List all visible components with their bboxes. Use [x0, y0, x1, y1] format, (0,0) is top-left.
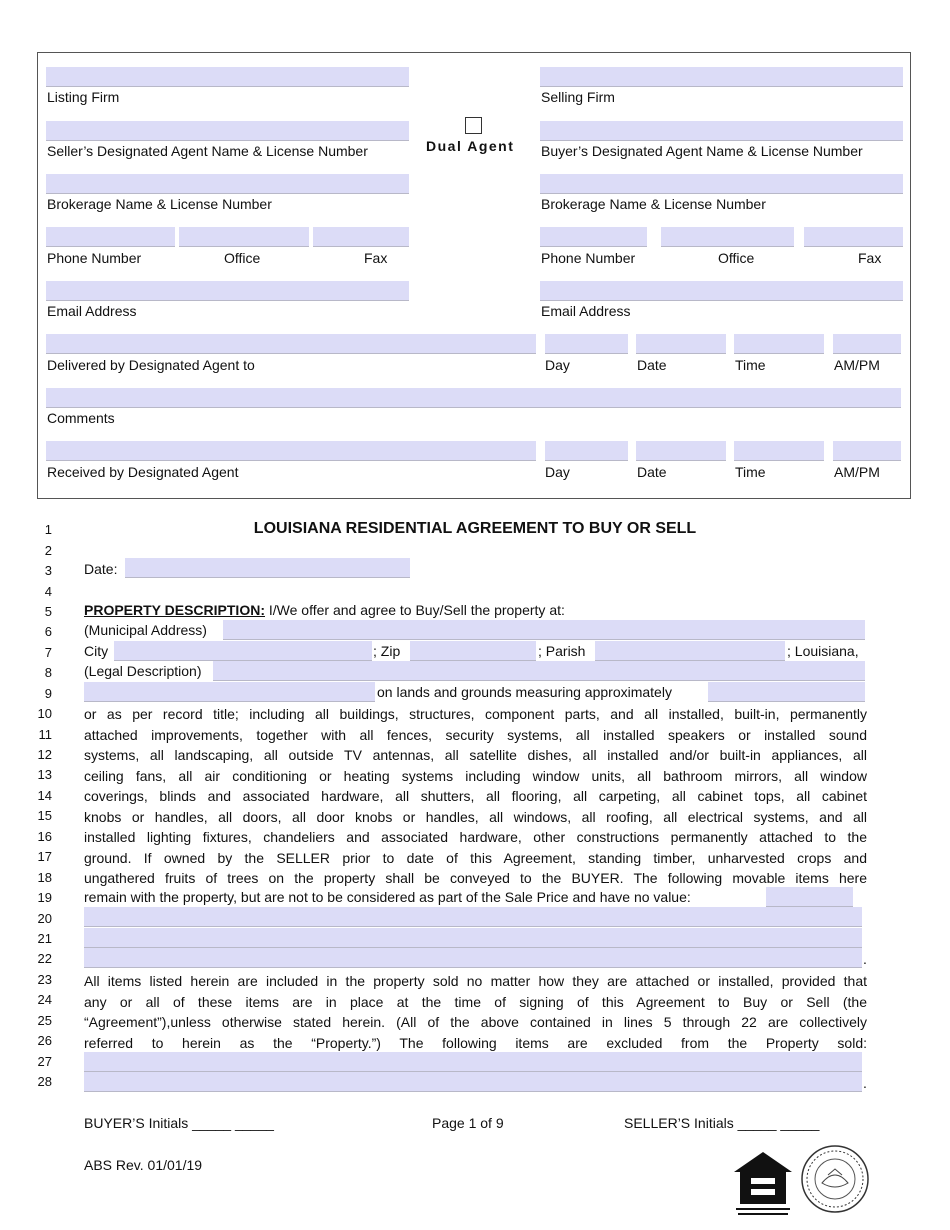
received-day-field[interactable] — [545, 441, 628, 461]
equal-housing-icon — [732, 1150, 794, 1220]
line-number: 17 — [37, 849, 52, 864]
legal-description-field[interactable] — [213, 661, 865, 681]
line-number: 14 — [37, 788, 52, 803]
brokerage-right-label: Brokerage Name & License Number — [541, 196, 766, 212]
line-number: 18 — [37, 870, 52, 885]
received-date-field[interactable] — [636, 441, 726, 461]
movable-items-field-4[interactable] — [84, 948, 862, 968]
movable-items-field-2[interactable] — [84, 907, 862, 927]
lands-measure-field[interactable] — [708, 682, 865, 702]
line-number: 27 — [37, 1054, 52, 1069]
body-line: any or all of these items are in place at the time of signing of this Agreement to Buy or Sell (the — [84, 993, 867, 1010]
body-line: ceiling fans, all air conditioning or heating systems including window units, all bathroom mirrors, all window — [84, 767, 867, 784]
line-number: 16 — [37, 829, 52, 844]
sellers-agent-label: Seller’s Designated Agent Name & License Number — [47, 143, 368, 159]
municipal-label: (Municipal Address) — [84, 622, 207, 638]
line-number: 25 — [37, 1013, 52, 1028]
received-time-field[interactable] — [734, 441, 824, 461]
email-left-label: Email Address — [47, 303, 137, 319]
listing-firm-field[interactable] — [46, 67, 409, 87]
line-number: 6 — [44, 624, 52, 639]
received-ampm-label: AM/PM — [834, 464, 880, 480]
inclusion-body-text — [84, 971, 867, 1053]
zip-field[interactable] — [410, 641, 536, 661]
selling-firm-field[interactable] — [540, 67, 903, 87]
movable-items-field-1[interactable] — [766, 887, 853, 907]
line-number: 10 — [37, 706, 52, 721]
delivered-date-label: Date — [637, 357, 667, 373]
delivered-date-field[interactable] — [636, 334, 726, 354]
line-number: 26 — [37, 1033, 52, 1048]
received-label: Received by Designated Agent — [47, 464, 239, 480]
received-by-field[interactable] — [46, 441, 536, 461]
comments-label: Comments — [47, 410, 115, 426]
property-body-text — [84, 704, 867, 889]
document-title: LOUISIANA RESIDENTIAL AGREEMENT TO BUY OR SELL — [253, 520, 697, 537]
line-number: 11 — [38, 727, 52, 742]
line-number: 23 — [37, 972, 52, 987]
body-line: or as per record title; including all buildings, structures, component parts, and all installed, built-in, permanently — [84, 706, 867, 722]
buyers-initials: BUYER’S Initials _____ _____ — [84, 1115, 274, 1131]
line-number: 7 — [44, 645, 52, 660]
period-22: . — [863, 951, 867, 967]
period-28: . — [863, 1075, 867, 1091]
city-label: City — [84, 643, 109, 659]
office-left-label: Office — [224, 250, 261, 266]
phone-right-field[interactable] — [540, 227, 647, 247]
sellers-agent-field[interactable] — [46, 121, 409, 141]
delivered-label: Delivered by Designated Agent to — [47, 357, 255, 373]
delivered-day-field[interactable] — [545, 334, 628, 354]
parish-label: ; Parish — [538, 643, 586, 659]
line-number: 3 — [44, 563, 52, 578]
fax-right-field[interactable] — [804, 227, 903, 247]
listing-firm-label: Listing Firm — [47, 89, 120, 105]
phone-right-label: Phone Number — [541, 250, 636, 266]
date-label: Date: — [84, 561, 118, 577]
line-number: 9 — [44, 686, 52, 701]
office-left-field[interactable] — [179, 227, 309, 247]
brokerage-left-field[interactable] — [46, 174, 409, 194]
equal-housing-logo — [732, 1150, 794, 1220]
line-number: 22 — [37, 951, 52, 966]
body-line: All items listed herein are included in the property sold no matter how they are attached or installed, provided that — [84, 973, 867, 989]
fax-left-label: Fax — [364, 250, 388, 266]
received-day-label: Day — [545, 464, 570, 480]
delivered-ampm-label: AM/PM — [834, 357, 880, 373]
revision-label: ABS Rev. 01/01/19 — [84, 1157, 203, 1173]
excluded-items-field-2[interactable] — [84, 1072, 862, 1092]
parish-field[interactable] — [595, 641, 785, 661]
movable-items-field-3[interactable] — [84, 928, 862, 948]
property-intro: I/We offer and agree to Buy/Sell the property at: — [265, 602, 565, 618]
dual-agent-label: Dual Agent — [426, 138, 515, 154]
body-line: referred to herein as the “Property.”) The following items are excluded from the Property sold: — [84, 1034, 867, 1051]
office-right-label: Office — [718, 250, 755, 266]
excluded-items-field-1[interactable] — [84, 1052, 862, 1072]
zip-label: ; Zip — [373, 643, 401, 659]
property-heading: PROPERTY DESCRIPTION: — [84, 602, 265, 618]
line-number: 19 — [37, 890, 52, 905]
body-line: “Agreement”),unless otherwise stated herein. (All of the above contained in lines 5 through 22 are collectively — [84, 1014, 867, 1030]
buyers-agent-label: Buyer’s Designated Agent Name & License Number — [541, 143, 863, 159]
office-right-field[interactable] — [661, 227, 794, 247]
line-number: 5 — [44, 604, 52, 619]
line-number: 13 — [37, 767, 52, 782]
received-time-label: Time — [735, 464, 766, 480]
state-seal — [800, 1143, 870, 1215]
buyers-agent-field[interactable] — [540, 121, 903, 141]
email-right-label: Email Address — [541, 303, 631, 319]
body-line: ungathered fruits of trees on the property shall be conveyed to the BUYER. The following movable items here — [84, 870, 867, 886]
line-number: 8 — [44, 665, 52, 680]
body-line: knobs or handles, all doors, all door knobs or handles, all windows, all roofing, all electrical systems, and all — [84, 808, 867, 825]
date-field[interactable] — [125, 558, 410, 578]
louisiana-label: ; Louisiana, — [787, 643, 859, 659]
sellers-initials: SELLER’S Initials _____ _____ — [624, 1115, 820, 1131]
lands-label: on lands and grounds measuring approximately — [377, 684, 672, 700]
email-left-field[interactable] — [46, 281, 409, 301]
fax-right-label: Fax — [858, 250, 882, 266]
line-number: 15 — [37, 808, 52, 823]
body-line: coverings, blinds and associated hardware, all shutters, all flooring, all carpeting, all cabinet tops, all cabinet — [84, 788, 867, 804]
body-line: systems, all landscaping, all outside TV antennas, all satellite dishes, all installed and/or built-in appliances, all — [84, 747, 867, 763]
body-line: installed lighting fixtures, chandeliers and associated hardware, other constructions permanently attached to the — [84, 829, 867, 845]
body-line: attached improvements, together with all fences, security systems, all installed speakers or installed sound — [84, 726, 867, 743]
legal-description-field-2[interactable] — [84, 682, 375, 702]
phone-left-field[interactable] — [46, 227, 175, 247]
dual-agent-checkbox[interactable] — [465, 117, 482, 134]
fax-left-field[interactable] — [313, 227, 409, 247]
email-right-field[interactable] — [540, 281, 903, 301]
line-number: 2 — [44, 543, 52, 558]
municipal-address-field[interactable] — [223, 620, 865, 640]
received-date-label: Date — [637, 464, 667, 480]
delivered-to-field[interactable] — [46, 334, 536, 354]
received-ampm-field[interactable] — [833, 441, 901, 461]
city-field[interactable] — [114, 641, 372, 661]
delivered-ampm-field[interactable] — [833, 334, 901, 354]
selling-firm-label: Selling Firm — [541, 89, 615, 105]
legal-description-label: (Legal Description) — [84, 663, 202, 679]
delivered-time-field[interactable] — [734, 334, 824, 354]
comments-field[interactable] — [46, 388, 901, 408]
phone-left-label: Phone Number — [47, 250, 142, 266]
body2-lines — [84, 971, 867, 1053]
delivered-time-label: Time — [735, 357, 766, 373]
brokerage-right-field[interactable] — [540, 174, 903, 194]
body-line: ground. If owned by the SELLER prior to date of this Agreement, standing timber, unharvested crops and — [84, 849, 867, 866]
line-number: 4 — [44, 584, 52, 599]
line-number: 28 — [37, 1074, 52, 1089]
line19-text: remain with the property, but are not to be considered as part of the Sale Price and have no value: — [84, 889, 691, 905]
body-lines — [84, 704, 867, 889]
delivered-day-label: Day — [545, 357, 570, 373]
page-number: Page 1 of 9 — [432, 1115, 504, 1131]
seal-icon — [800, 1143, 870, 1215]
property-description-row — [84, 602, 565, 618]
line-number: 1 — [44, 522, 52, 537]
line-number: 20 — [37, 911, 52, 926]
brokerage-left-label: Brokerage Name & License Number — [47, 196, 272, 212]
line-number: 12 — [37, 747, 52, 762]
line-number: 21 — [37, 931, 52, 946]
line-number: 24 — [37, 992, 52, 1007]
